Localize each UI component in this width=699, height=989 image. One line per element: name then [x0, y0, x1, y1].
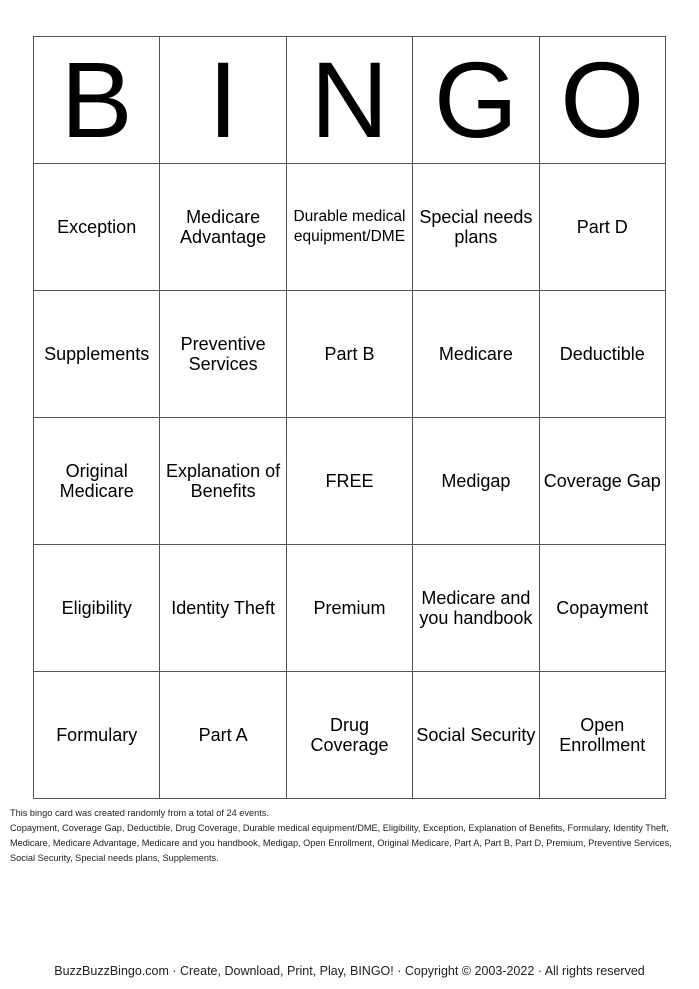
bingo-card: [33, 36, 666, 799]
bingo-cell: Formulary: [34, 672, 160, 799]
bingo-cell: Coverage Gap: [539, 418, 665, 545]
bingo-cell: Identity Theft: [160, 545, 286, 672]
bingo-row-2: [34, 291, 666, 418]
card-info: [10, 806, 694, 866]
free-space-cell: FREE: [286, 418, 412, 545]
bingo-cell: Preventive Services: [160, 291, 286, 418]
bingo-cell: Medicare: [413, 291, 539, 418]
header-letter-g: G: [413, 37, 539, 164]
bingo-row-3: [34, 418, 666, 545]
bingo-cell: Part B: [286, 291, 412, 418]
bingo-cell: Deductible: [539, 291, 665, 418]
bingo-cell: Durable medical equipment/DME: [286, 164, 412, 291]
bingo-cell: Supplements: [34, 291, 160, 418]
bingo-cell: Medicare and you handbook: [413, 545, 539, 672]
bingo-row-4: [34, 545, 666, 672]
bingo-cell: Part A: [160, 672, 286, 799]
header-letter-n: N: [286, 37, 412, 164]
bingo-cell: Premium: [286, 545, 412, 672]
bingo-cell: Copayment: [539, 545, 665, 672]
header-letter-b: B: [34, 37, 160, 164]
header-letter-o: O: [539, 37, 665, 164]
footer-copyright: BuzzBuzzBingo.com · Create, Download, Print, Play, BINGO! · Copyright © 2003-2022 · All rights reserved: [54, 964, 645, 978]
bingo-cell: Drug Coverage: [286, 672, 412, 799]
bingo-cell: Exception: [34, 164, 160, 291]
card-info-events: Copayment, Coverage Gap, Deductible, Drug Coverage, Durable medical equipment/DME, Eligibility, Exception, Explanation of Benefits, Formulary, Identity Theft, Medicare, Medicare Advantage, Medicare and you handbook, Medigap, Open Enrollment, Original Medicare, Part A, Part B, Part D, Premium, Preventive Services, Social Security, Special needs plans, Supplements.: [10, 823, 672, 863]
bingo-cell: Medigap: [413, 418, 539, 545]
bingo-cell: Medicare Advantage: [160, 164, 286, 291]
header-letter-i: I: [160, 37, 286, 164]
bingo-row-1: [34, 164, 666, 291]
bingo-cell: Special needs plans: [413, 164, 539, 291]
bingo-cell: Social Security: [413, 672, 539, 799]
bingo-header-row: [34, 37, 666, 164]
bingo-cell: Explanation of Benefits: [160, 418, 286, 545]
bingo-cell: Eligibility: [34, 545, 160, 672]
bingo-row-5: [34, 672, 666, 799]
bingo-cell: Open Enrollment: [539, 672, 665, 799]
bingo-cell: Original Medicare: [34, 418, 160, 545]
bingo-cell: Part D: [539, 164, 665, 291]
card-info-intro: This bingo card was created randomly from a total of 24 events.: [10, 808, 269, 818]
